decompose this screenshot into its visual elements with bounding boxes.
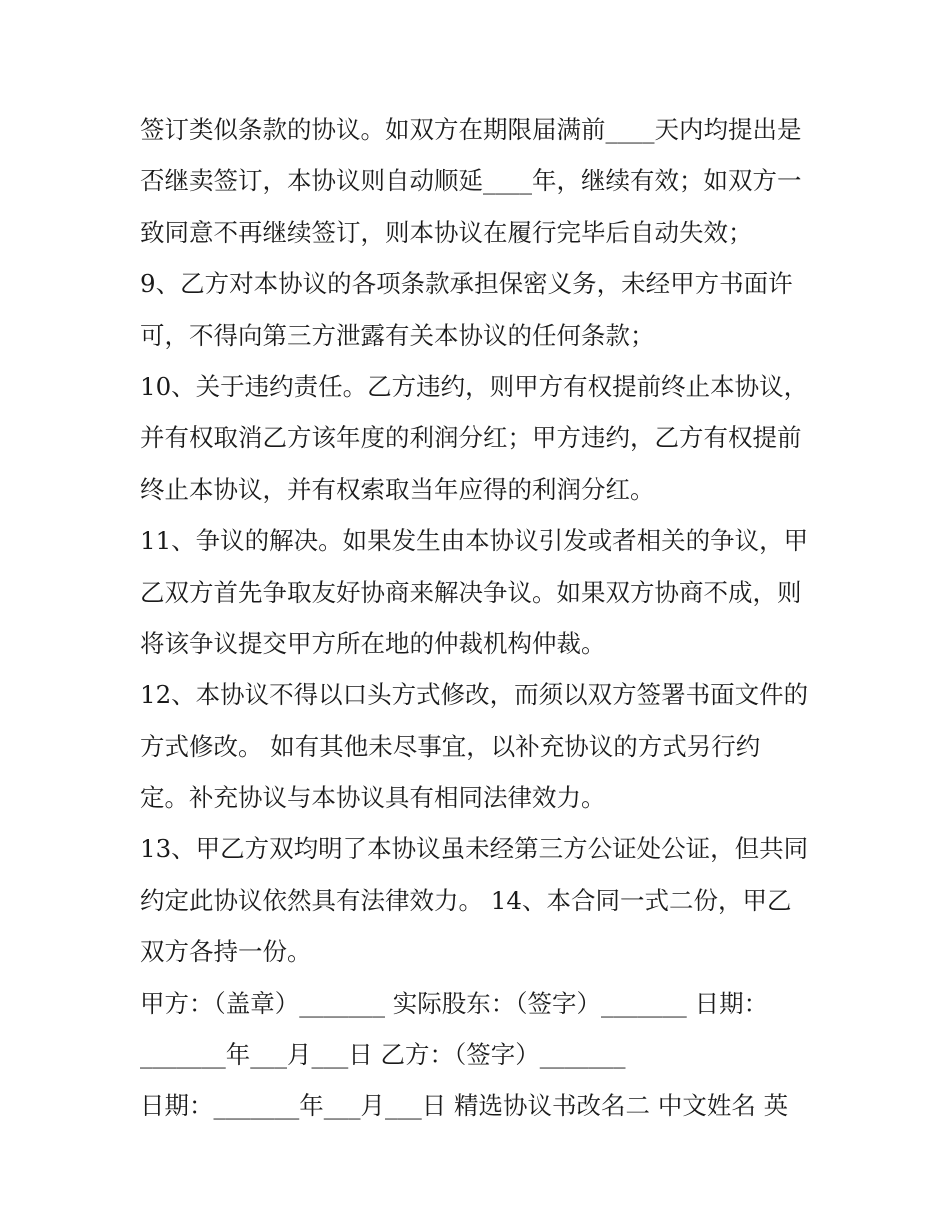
clause-10: 10、关于违约责任。乙方违约，则甲方有权提前终止本协议，: [140, 371, 809, 401]
clause-11: 11、争议的解决。如果发生由本协议引发或者相关的争议，甲: [140, 526, 809, 556]
text-line: 并有权取消乙方该年度的利润分红；甲方违约，乙方有权提前: [140, 423, 802, 453]
text-line: 签订类似条款的协议。如双方在期限届满前____天内均提出是: [140, 115, 802, 144]
clause-9: 9、乙方对本协议的各项条款承担保密义务，未经甲方书面许: [140, 269, 793, 299]
document-body: [140, 108, 820, 1136]
text-line: 可，不得向第三方泄露有关本协议的任何条款；: [140, 320, 655, 350]
text-line: 约定此协议依然具有法律效力。 14、本合同一式二份，甲乙: [140, 885, 792, 915]
text-line: 将该争议提交甲方所在地的仲裁机构仲裁。: [140, 628, 606, 658]
text-line: 方式修改。 如有其他未尽事宜，以补充协议的方式另行约: [140, 731, 761, 761]
text-line: 双方各持一份。: [140, 937, 312, 967]
signature-line-party-b: _______年___月___日 乙方：（签字）_______: [140, 1040, 626, 1070]
text-line: 乙双方首先争取友好协商来解决争议。如果双方协商不成，则: [140, 577, 802, 607]
text-line: 定。补充协议与本协议具有相同法律效力。: [140, 783, 606, 813]
text-line: 终止本协议，并有权索取当年应得的利润分红。: [140, 474, 655, 504]
text-line: 致同意不再继续签订，则本协议在履行完毕后自动失效；: [140, 217, 753, 247]
clause-12: 12、本协议不得以口头方式修改，而须以双方签署书面文件的: [140, 680, 809, 710]
signature-line-party-a: 甲方：（盖章）_______ 实际股东：（签字）_______ 日期：: [140, 988, 769, 1018]
clause-13: 13、甲乙方双均明了本协议虽未经第三方公证处公证，但共同: [140, 834, 809, 864]
text-line: 否继卖签订，本协议则自动顺延____年，继续有效；如双方一: [140, 166, 802, 196]
date-line: 日期：_______年___月___日 精选协议书改名二 中文姓名 英: [140, 1091, 789, 1121]
